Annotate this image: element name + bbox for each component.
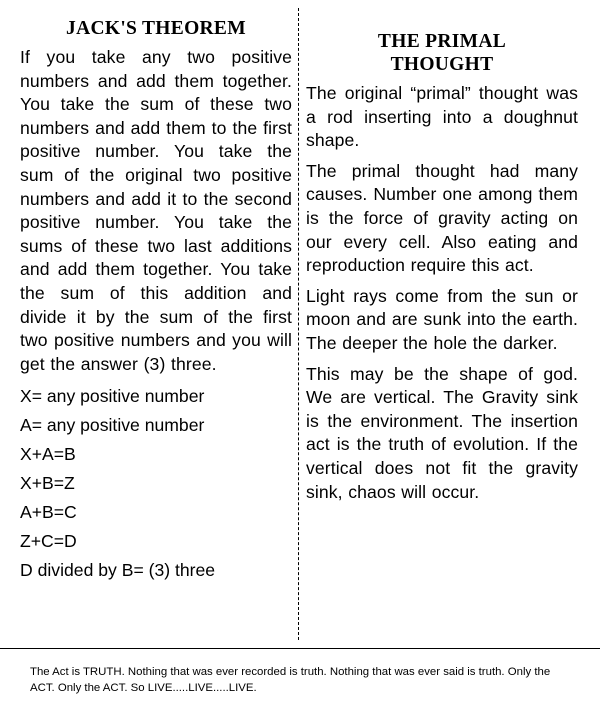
jacks-theorem-title: JACK'S THEOREM <box>66 18 246 39</box>
jacks-theorem-body: If you take any two positive numbers and add them together. You take the sum of these two numbers and add them to the first positive number. You take the sum of the original two positive numbers and add it to the second positive number. You take the sums of these two last additions and add them together. You take the sum of this addition and divide it by the sum of the first two positive numbers and you will get the answer (3) three. <box>20 47 292 374</box>
equation-line: X= any positive number <box>20 386 205 407</box>
equation-line: D divided by B= (3) three <box>20 560 216 581</box>
equation-line: X+A=B <box>20 444 76 465</box>
primal-thought-title-line1: THE PRIMAL <box>377 31 507 52</box>
primal-thought-paragraph: The original “primal” thought was a rod inserting into a doughnut shape. <box>306 83 578 151</box>
primal-thought-paragraph: This may be the shape of god. We are vertical. The Gravity sink is the environment. The insertion act is the truth of evolution. If the vertical does not fit the gravity sink, chaos will occur. <box>306 363 578 502</box>
primal-thought-paragraph: Light rays come from the sun or moon and are sunk into the earth. The deeper the hole the darker. <box>306 285 578 353</box>
footer-note: The Act is TRUTH. Nothing that was ever recorded is truth. Nothing that was ever said is truth. Only the ACT. Only the ACT. So LIVE.....LIVE.....LIVE. <box>30 666 551 694</box>
equation-list <box>20 382 292 585</box>
primal-thought-paragraph: The primal thought had many causes. Number one among them is the force of gravity acting on our every cell. Also eating and reproduction require this act. <box>306 160 578 276</box>
jacks-theorem-column <box>20 18 292 585</box>
equation-line: A= any positive number <box>20 415 205 436</box>
footer-divider <box>0 648 600 649</box>
equation-line: X+B=Z <box>20 473 75 494</box>
equation-line: A+B=C <box>20 502 77 523</box>
primal-thought-title <box>306 30 578 76</box>
equation-line: Z+C=D <box>20 531 77 552</box>
column-divider <box>298 8 299 640</box>
primal-thought-title-line2: THOUGHT <box>390 54 494 75</box>
primal-thought-column <box>306 18 578 511</box>
